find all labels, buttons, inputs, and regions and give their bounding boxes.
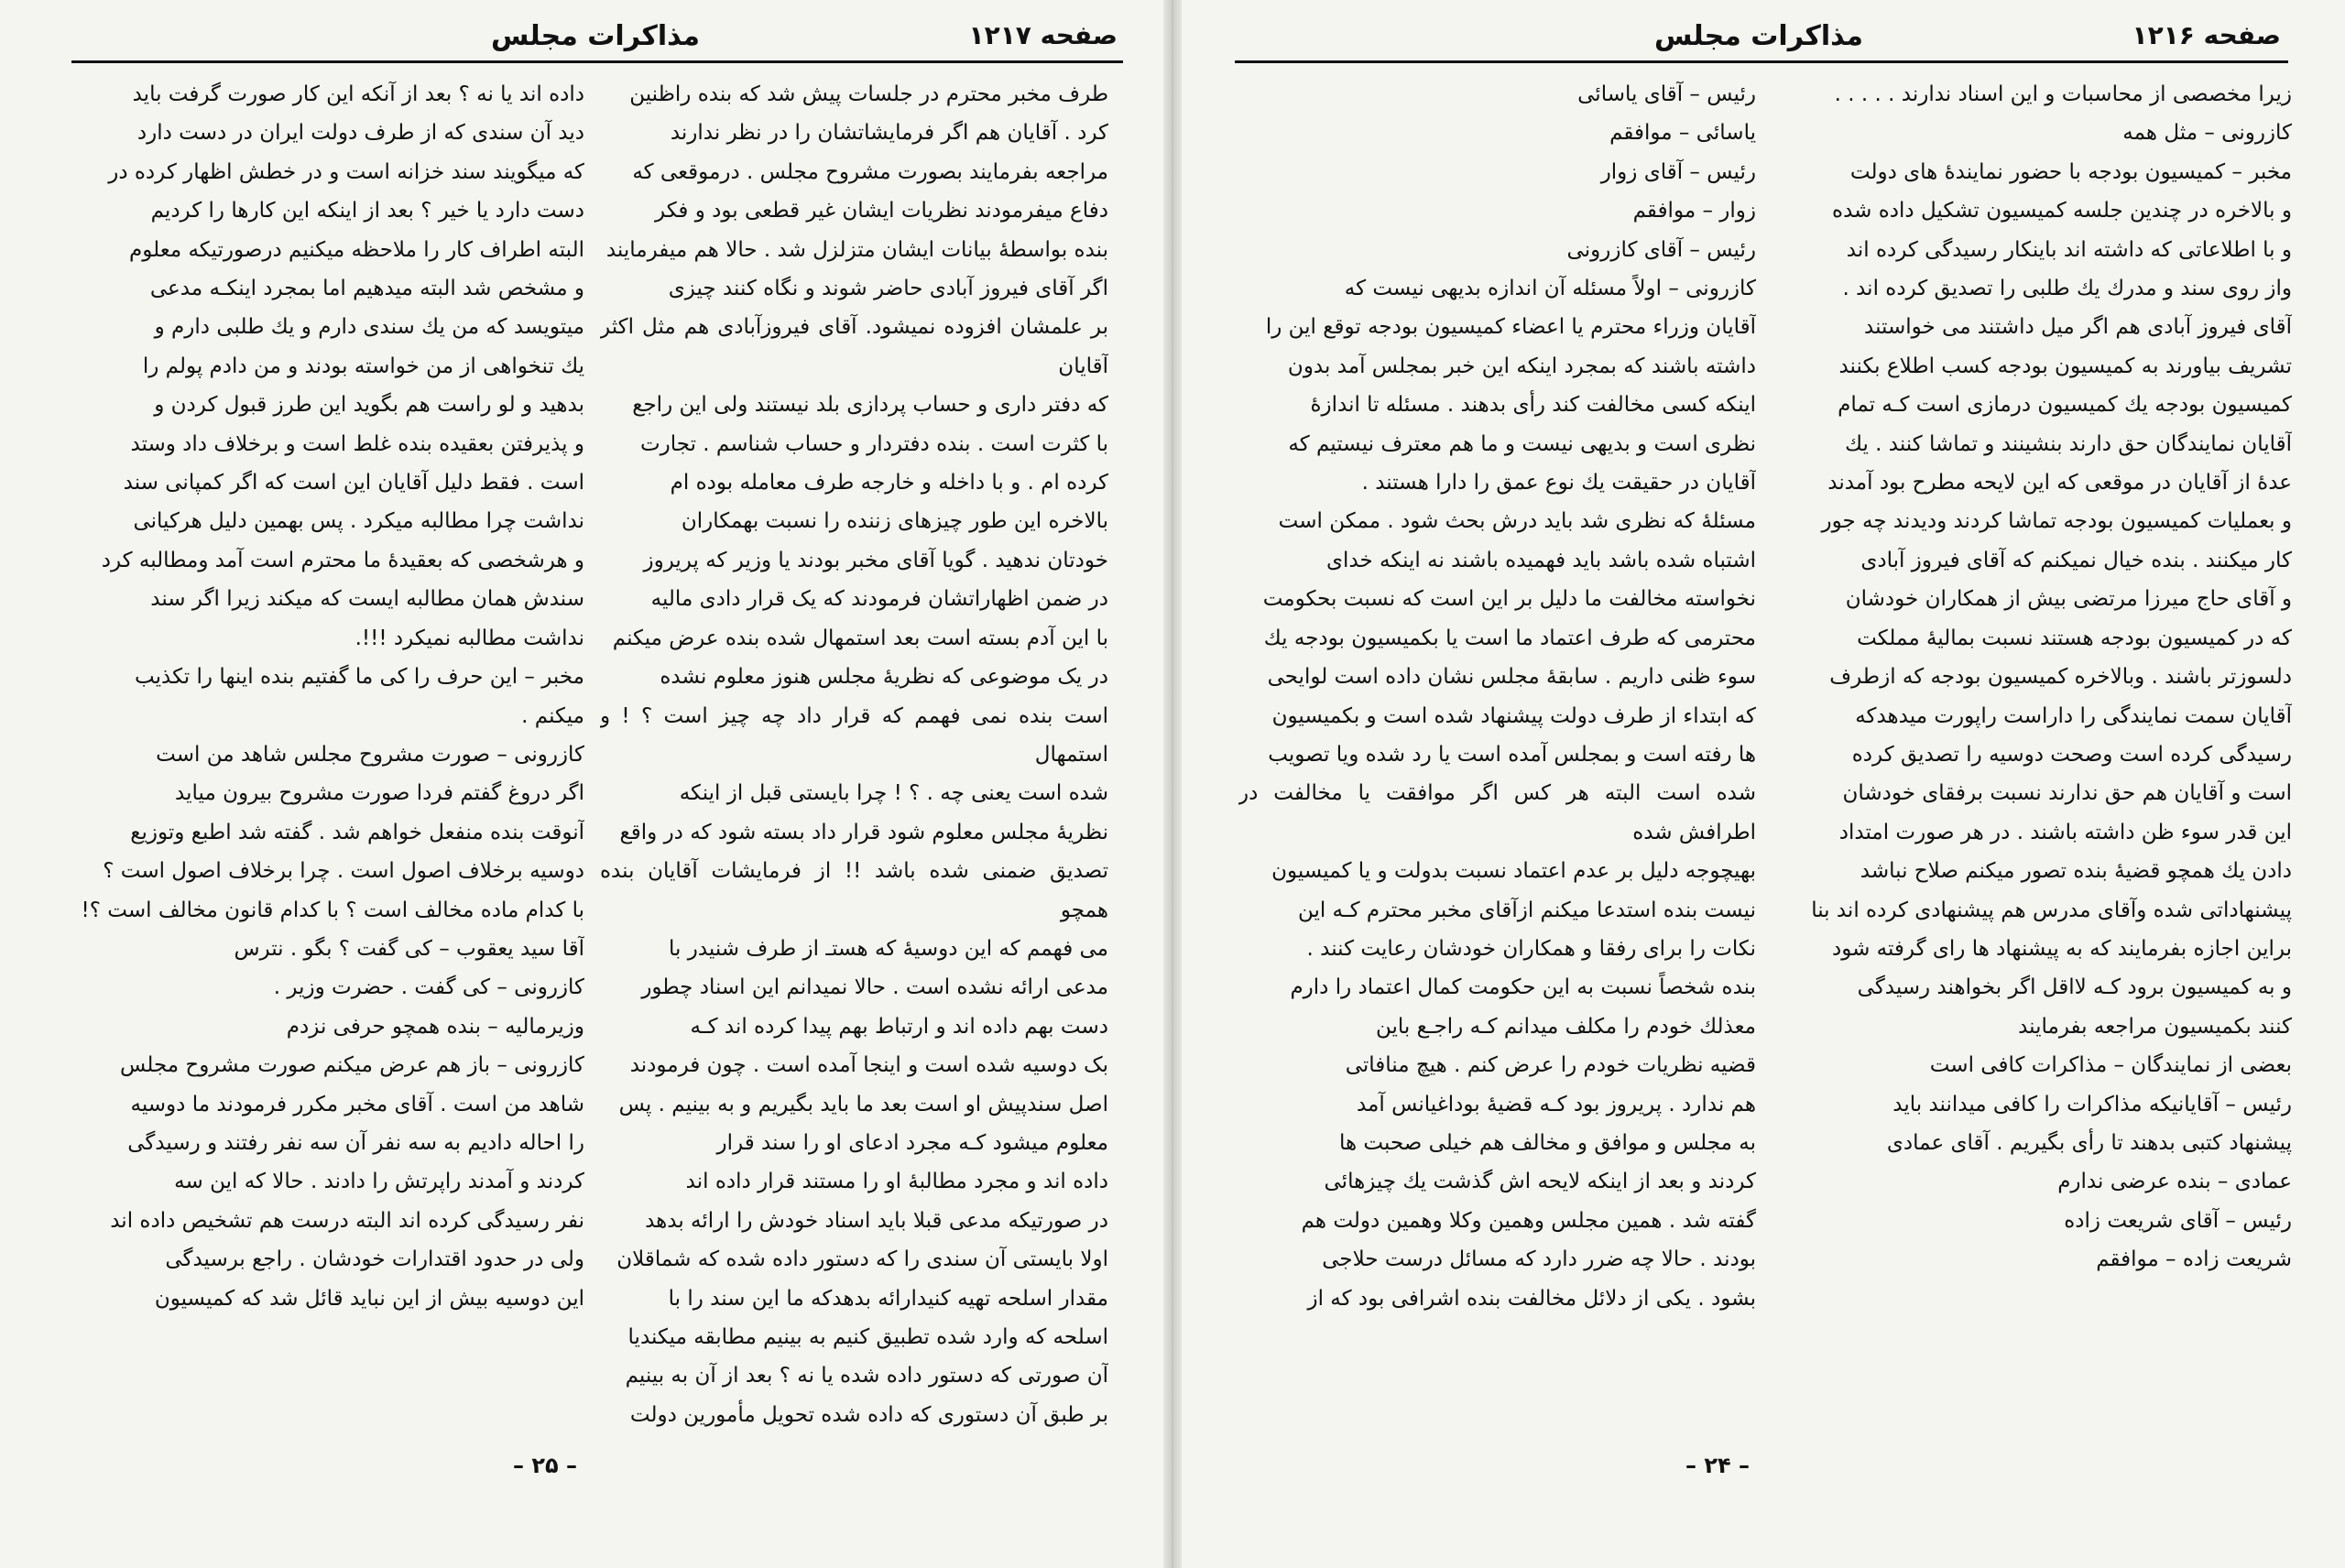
paragraph: مخبر – کمیسیون بودجه با حضور نمایندهٔ های دولت و بالاخره در چندین جلسه کمیسیون تشکیل داده شده و با اطلاعاتی که داشته اند باینکار رسیدگی کرده اند واز روی سند و مدرك یك طلبی را تصدیق کرده اند . آقای فیروز آبادی هم اگر میل داشتند می خواستند تشریف بیاورند به کمیسیون بودجه کسب اطلاع بکنند کمیسیون بودجه یك کمیسیون درمازی است کـه تمام آقایان نمایندگان حق دارند بنشینند و تماشا کنند . یك عدهٔ از آقایان در موقعی که این لایحه مطرح بود آمدند و بعملیات کمیسیون بودجه تماشا کردند ودیدند چه جور کار میکنند . بنده خیال نمیکنم که آقای فیروز آبادی و آقای حاج میرزا مرتضی بیش از همکاران خودشان که در کمیسیون بودجه هستند نسبت بمالیهٔ مملکت دلسوزتر باشند . وبالاخره کمیسیون بودجه که ازطرف آقایان سمت نمایندگی را داراست راپورت میدهدکه رسیدگی کرده است وصحت دوسیه را تصدیق کرده است و آقایان هم حق ندارند نسبت برفقای خودشان این قدر سوء ظن داشته باشند . در هر صورت امتداد دادن یك همچو قضیهٔ بنده تصور میکنم صلاح نباشد پیشنهاداتی شده وآقای مدرس هم پیشنهادی کرده اند بنا براین اجازه بفرمایند که به پیشنهاد ها رای گرفته شود و به کمیسیون برود کـه لااقل اگر بخواهند رسیدگی کنند بکمیسیون مراجعه بفرمایند xyxy=(1811,159,2292,1039)
paragraph: رئیس – آقای یاسائی xyxy=(1577,82,1756,106)
paragraph: زیرا مخصصی از محاسبات و این اسناد ندارند . . . . . xyxy=(1834,82,2292,106)
text-column-left xyxy=(1238,75,1756,1486)
paragraph: رئیس – آقای کازرونی xyxy=(1566,237,1756,262)
paragraph: کازرونی – مثل همه xyxy=(2122,121,2292,146)
paragraph: کازرونی – باز هم عرض میکنم صورت مشروح مجلس شاهد من است . آقای مخبر مکرر فرمودند ما دوسیه را احاله دادیم به سه نفر آن سه نفر رفتند و رسیدگی کردند و آمدند راپرتش را دادند . حالا که این سه نفر رسیدگی کرده اند البته درست هم تشخیص داده اند ولی در حدود اقتدارات خودشان . راجع برسیدگی این دوسیه بیش از این نباید قائل شد که کمیسیون xyxy=(110,1053,584,1311)
paragraph: طرف مخبر محترم در جلسات پیش شد که بنده راظنین کرد . آقایان هم اگر فرمایشاتشان را در نظر ندارند مراجعه بفرمایند بصورت مشروح مجلس . درموقعی که دفاع میفرمودند نظریات ایشان غیر قطعی بود و فکر بنده بواسطهٔ بیانات ایشان متزلزل شد . حالا هم میفرمایند اگر آقای فیروز آبادی حاضر شوند و نگاه کنند چیزی بر علمشان افزوده نمیشود. آقای فیروزآبادی هم مثل اکثر آقایان که دفتر داری و حساب پردازی بلد نیستند ولی این راجع با کثرت است . بنده دفتردار و حساب شناسم . تجارت کرده ام . و با داخله و خارجه طرف معامله بوده ام بالاخره این طور چیزهای زننده را نسبت بهمکاران خودتان ندهید . گویا آقای مخبر بودند یا وزیر که پریروز در ضمن اظهاراتشان فرمودند که یک قرار دادی مالیه با این آدم بسته است بعد استمهال شده بنده عرض میکنم در یک موضوعی که نظریهٔ مجلس هنوز معلوم نشده است بنده نمی فهمم که قرار داد چه چیز است ؟ ! و استمهال شده است یعنی چه . ؟ ! چرا بایستی قبل از اینکه نظریهٔ مجلس معلوم شود قرار داد بسته شود که در واقع تصدیق ضمنی شده باشد !! از فرمایشات آقایان بنده همچو می فهمم که این دوسیهٔ که هستـ از طرف شنیدر با مدعی ارائه نشده است . حالا نمیدانم این اسناد چطور دست بهم داده اند و ارتباط بهم پیدا کرده اند کـه بک دوسیه شده است و اینجا آمده است . چون فرمودند اصل سندپیش او است بعد ما باید بگیریم و به بینیم . پس معلوم میشود کـه مجرد ادعای او را سند قرار داده اند و مجرد مطالبهٔ او را مستند قرار داده اند در صورتیکه مدعی قبلا باید اسناد خودش را ارائه بدهد اولا بایستی آن سندی را که دستور داده شده که شماقلان مقدار اسلحه تهیه کنیدارائه بدهدکه ما این سند را با اسلحه که وارد شده تطبیق کنیم به بینیم مطابقه میکندیا آن صورتی که دستور داده شده یا نه ؟ بعد از آن به بینیم بر طبق آن دستوری که داده شده تحویل مأمورین دولت xyxy=(600,82,1108,1427)
page-folio: – ۲۴ – xyxy=(1685,1453,1751,1478)
text-column-right xyxy=(1770,75,2292,1486)
page-1216 xyxy=(1182,0,2345,1568)
paragraph: کازرونی – صورت مشروح مجلس شاهد من است اگر دروغ گفتم فردا صورت مشروح بیرون میاید آنوقت بنده منفعل خواهم شد . گفته شد اطبع وتوزیع دوسیه برخلاف اصول است . چرا برخلاف اصول است ؟ با کدام ماده مخالف است ؟ با کدام قانون مخالف است ؟! xyxy=(81,742,584,922)
paragraph: شریعت زاده – موافقم xyxy=(2096,1247,2292,1272)
book-gutter xyxy=(1163,0,1182,1568)
paragraph: وزیرمالیه – بنده همچو حرفی نزدم xyxy=(286,1014,584,1039)
paragraph: زوار – موافقم xyxy=(1632,199,1756,223)
running-head xyxy=(73,20,1118,57)
paragraph: یاسائی – موافقم xyxy=(1609,121,1756,146)
paragraph: کازرونی – اولاً مسئله آن اندازه بدیهی نیست که آقایان وزراء محترم یا اعضاء کمیسیون بودجه توقع این را داشته باشند که بمجرد اینکه این خبر بمجلس آمد بدون اینکه کسی مخالفت کند رأی بدهند . مسئله تا اندازهٔ نظری است و بدیهی نیست و ما هم معترف نیستیم که آقایان در حقیقت یك نوع عمق را دارا هستند . مسئلهٔ که نظری شد باید درش بحث شود . ممکن است اشتباه شده باشد باید فهمیده باشند نه اینکه خدای نخواسته مخالفت ما دلیل بر این است که نسبت بحکومت محترمی که طرف اعتماد ما است یا بکمیسیون بودجه یك سوء ظنی داریم . سابقهٔ مجلس نشان داده است لوایحی که ابتداء از طرف دولت پیشنهاد شده است و بکمیسیون ها رفته است و بمجلس آمده است یا رد شده ویا تصویب شده است البته هر کس اگر موافقت یا مخالفت در اطرافش شده بهیچوجه دلیل بر عدم اعتماد نسبت بدولت و یا کمیسیون نیست بنده استدعا میکنم ازآقای مخبر محترم کـه این نکات را برای رفقا و همکاران خودشان رعایت کنند . بنده شخصاً نسبت به این حکومت کمال اعتماد را دارم معذلك خودم را مکلف میدانم کـه راجـع باین قضیه نظریات خودم را عرض کنم . هیچ منافاتی هم ندارد . پریروز بود کـه قضیهٔ بوداغیانس آمد به مجلس و موافق و مخالف هم خیلی صحبت ها کردند و بعد از اینکه لایحه اش گذشت یك چیزهائی گفته شد . همین مجلس وهمین وکلا وهمین دولت هم بودند . حالا چه ضرر دارد که مسائل درست حلاجی بشود . یکی از دلائل مخالفت بنده اشرافی بود که از xyxy=(1238,277,1756,1311)
paragraph: کازرونی – کی گفت . حضرت وزیر . xyxy=(273,975,584,1000)
page-number-label: صفحه ۱۲۱۷ xyxy=(968,20,1118,50)
page-folio: – ۲۵ – xyxy=(513,1453,578,1478)
paragraph: عمادی – بنده عرضی ندارم xyxy=(2057,1170,2292,1194)
paragraph: رئیس – آقایانیکه مذاکرات را کافی میدانند باید پیشنهاد کتبی بدهند تا رأی بگیریم . آقای عمادی xyxy=(1886,1092,2292,1155)
page-1217 xyxy=(0,0,1163,1568)
paragraph: مخبر – این حرف را کی ما گفتیم بنده اینها را تکذیب میکنم . xyxy=(135,665,584,728)
text-column-right xyxy=(600,75,1108,1486)
header-rule xyxy=(1235,60,2288,63)
paragraph: بعضی از نمایندگان – مذاکرات کافی است xyxy=(1929,1053,2292,1078)
paragraph: آقا سید یعقوب – کی گفت ؟ بگو . نترس xyxy=(234,936,584,961)
journal-title: مذاکرات مجلس xyxy=(1653,20,1864,52)
header-rule xyxy=(71,60,1123,63)
text-column-left xyxy=(81,75,584,1486)
page-number-label: صفحه ۱۲۱۶ xyxy=(2132,20,2281,50)
paragraph: داده اند یا نه ؟ بعد از آنکه این کار صورت گرفت باید دید آن سندی که از طرف دولت ایران در دست دارد که میگویند سند خزانه است و در خطش اظهار کرده در دست دارد یا خیر ؟ بعد از اینکه این کارها را کردیم البته اطراف کار را ملاحظه میکنیم درصورتیکه معلوم و مشخص شد البته میدهیم اما بمجرد اینکـه مدعی میتویسد که من یك سندی دارم و یك طلبی دارم و یك تنخواهی از من خواسته بودند و من دادم پولم را بدهید و لو راست هم بگوید این طرز قبول کردن و و پذیرفتن بعقیده بنده غلط است و برخلاف داد وستد است . فقط دلیل آقایان این است که اگر کمپانی سند نداشت چرا مطالبه میکرد . پس بهمین دلیل هرکیانی و هرشخصی که بعقیدهٔ ما محترم است آمد ومطالبه کرد سندش همان مطالبه ایست که میکند زیرا اگر سند نداشت مطالبه نمیکرد !!!. xyxy=(101,82,584,650)
running-head xyxy=(1237,20,2281,57)
journal-title: مذاکرات مجلس xyxy=(490,20,701,52)
paragraph: رئیس – آقای زوار xyxy=(1600,159,1756,184)
paragraph: رئیس – آقای شریعت زاده xyxy=(2064,1208,2292,1233)
